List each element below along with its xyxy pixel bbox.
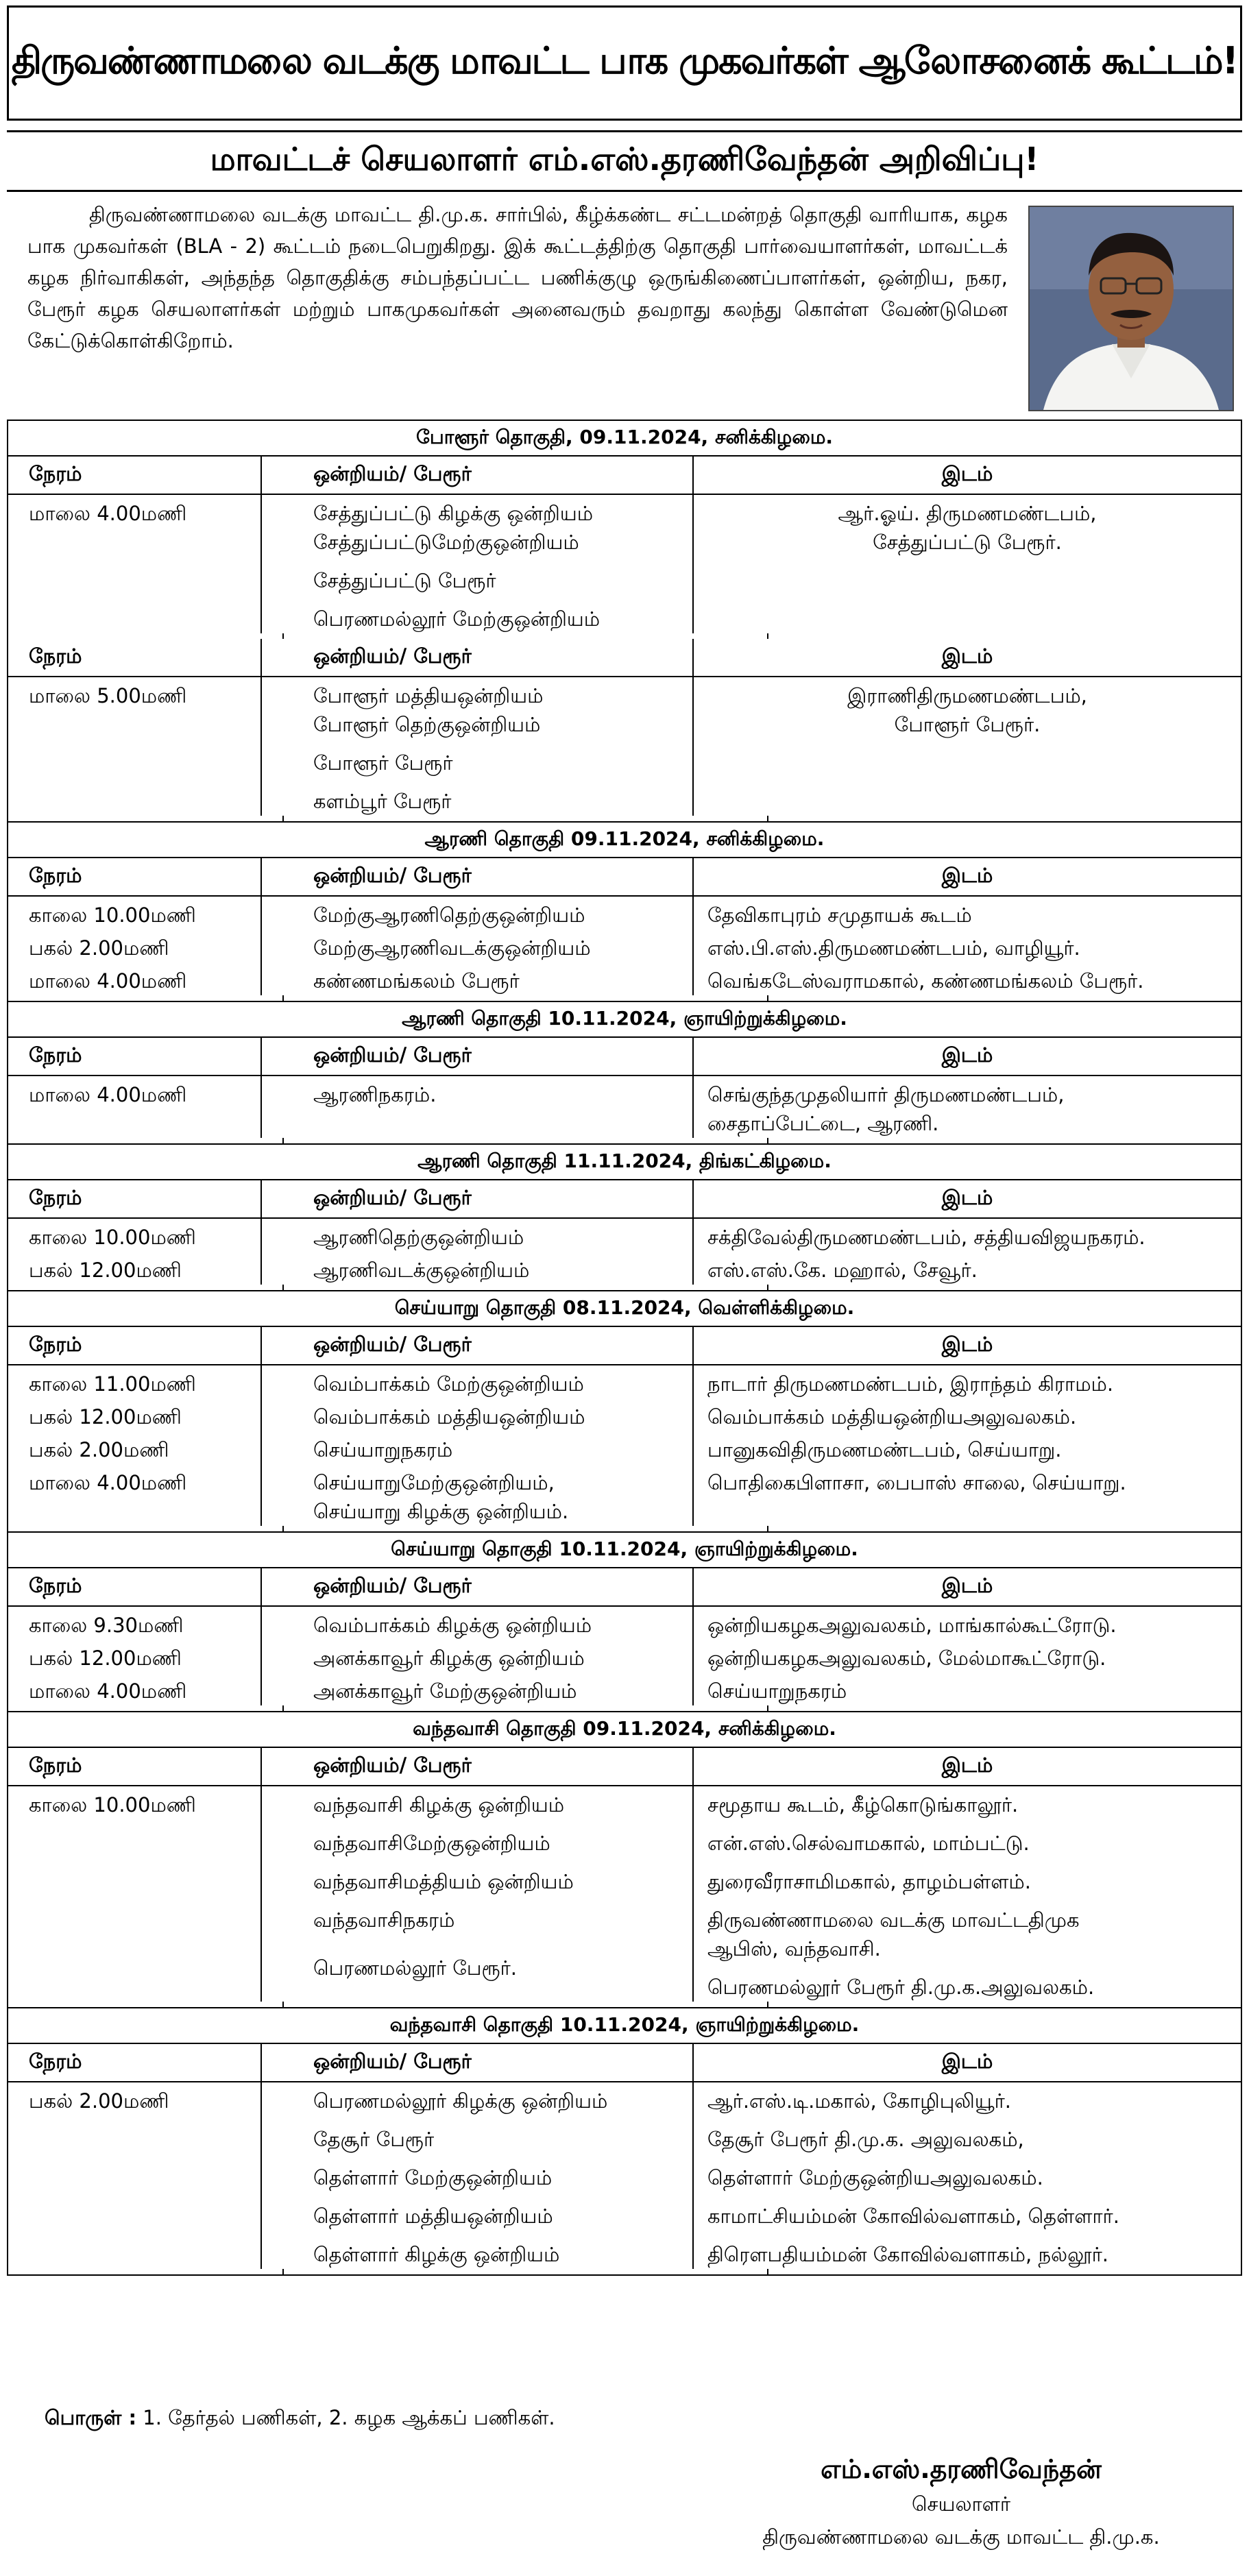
union-text: போளூர் மத்தியஒன்றியம் xyxy=(313,684,544,707)
pad-cell xyxy=(768,816,1241,821)
pad-cell xyxy=(768,633,1241,639)
spacer xyxy=(313,1944,692,1954)
spacer xyxy=(313,2231,692,2240)
section-title: வந்தவாசி தொகுதி 09.11.2024, சனிக்கிழமை. xyxy=(8,1711,1241,1748)
signatory-name: எம்.எஸ்.தரணிவேந்தன் xyxy=(821,2454,1102,2484)
union-cell xyxy=(262,1673,694,1705)
spacer xyxy=(313,1819,692,1829)
union-text: சேத்துப்பட்டு கிழக்கு ஒன்றியம் xyxy=(313,502,594,525)
row-padding xyxy=(8,2002,1241,2007)
time-cell xyxy=(8,1398,262,1431)
place-cell xyxy=(694,1252,1241,1285)
row-padding xyxy=(8,2269,1241,2274)
place-text: என்.எஸ்.செல்வாமகால், மாம்பட்டு. xyxy=(707,1832,1030,1855)
row-padding xyxy=(8,816,1241,821)
place-cell xyxy=(694,897,1241,929)
place-text: ஒன்றியகழகஅலுவலகம், மாங்கால்கூட்ரோடு. xyxy=(707,1614,1117,1637)
row-padding xyxy=(8,1285,1241,1290)
place-text: தேவிகாபுரம் சமுதாயக் கூடம் xyxy=(707,903,972,927)
place-text: துரைவீராசாமிமகால், தாழம்பள்ளம். xyxy=(707,1870,1031,1893)
union-cell xyxy=(262,1398,694,1431)
header-union: ஒன்றியம்/ பேரூர் xyxy=(262,858,694,895)
place-text: போளூர் பேரூர். xyxy=(894,713,1041,736)
pad-cell xyxy=(284,816,768,821)
place-text: ஆர்.எஸ்.டி.மகால், கோழிபுலியூர். xyxy=(707,2089,1011,2113)
time-text: பகல் 2.00மணி xyxy=(29,1438,169,1461)
time-cell xyxy=(8,1607,262,1640)
union-cell xyxy=(262,1219,694,1252)
union-text: ஆரணிநகரம். xyxy=(313,1083,437,1106)
time-cell xyxy=(8,1365,262,1398)
schedule-row xyxy=(8,1607,1241,1640)
time-text: மாலை 4.00மணி xyxy=(29,969,187,993)
header-place: இடம் xyxy=(941,1333,993,1356)
secretary-photo xyxy=(1028,206,1234,411)
union-text: வெம்பாக்கம் கிழக்கு ஒன்றியம் xyxy=(313,1614,592,1637)
schedule-row xyxy=(8,1786,1241,2002)
pad-cell xyxy=(8,1526,284,1531)
place-cell xyxy=(694,1607,1241,1640)
pad-cell xyxy=(284,1138,768,1143)
header-place: இடம் xyxy=(941,1186,993,1209)
time-text: பகல் 12.00மணி xyxy=(29,1405,182,1429)
union-cell xyxy=(262,495,694,633)
place-text: பானுகவிதிருமணமண்டபம், செய்யாறு. xyxy=(707,1438,1062,1461)
place-cell xyxy=(694,962,1241,995)
header-time: நேரம் xyxy=(8,1568,262,1605)
header-time: நேரம் xyxy=(8,858,262,895)
pad-cell xyxy=(284,633,768,639)
header-time: நேரம் xyxy=(8,2044,262,2081)
spacer xyxy=(313,2115,692,2125)
place-text: திருவண்ணாமலை வடக்கு மாவட்டதிமுக xyxy=(707,1908,1080,1932)
place-text: சமூதாய கூடம், கீழ்கொடுங்காலூர். xyxy=(707,1793,1019,1816)
schedule-row xyxy=(8,1398,1241,1431)
header-union: ஒன்றியம்/ பேரூர் xyxy=(262,1568,694,1605)
pad-cell xyxy=(284,2002,768,2007)
place-text: ஒன்றியகழகஅலுவலகம், மேல்மாகூட்ரோடு. xyxy=(707,1647,1106,1670)
place-cell xyxy=(694,1431,1241,1464)
section-title: செய்யாறு தொகுதி 08.11.2024, வெள்ளிக்கிழமை. xyxy=(8,1290,1241,1327)
schedule-row xyxy=(8,1640,1241,1673)
pad-cell xyxy=(768,1705,1241,1711)
header-row xyxy=(8,1568,1241,1607)
schedule-row xyxy=(8,1365,1241,1398)
place-text: தெள்ளார் மேற்குஒன்றியஅலுவலகம். xyxy=(707,2166,1043,2189)
union-text: அனக்காவூர் மேற்குஒன்றியம் xyxy=(313,1679,577,1703)
header-row xyxy=(8,639,1241,677)
header-row xyxy=(8,1748,1241,1786)
union-cell xyxy=(262,897,694,929)
spacer xyxy=(313,777,692,787)
pad-cell xyxy=(284,1285,768,1290)
spacer xyxy=(313,2154,692,2163)
pad-cell xyxy=(768,995,1241,1001)
header-time: நேரம் xyxy=(8,1180,262,1217)
place-cell xyxy=(694,1786,1241,2002)
header-place: இடம் xyxy=(941,462,993,485)
time-text: பகல் 2.00மணி xyxy=(29,936,169,960)
pad-cell xyxy=(284,2269,768,2274)
time-cell xyxy=(8,1640,262,1673)
spacer xyxy=(707,2115,1241,2125)
union-cell xyxy=(262,1640,694,1673)
union-text: போளூர் தெற்குஒன்றியம் xyxy=(313,713,541,736)
subtitle-bar xyxy=(7,130,1242,192)
time-text: மாலை 4.00மணி xyxy=(29,1471,187,1494)
union-cell xyxy=(262,962,694,995)
union-cell xyxy=(262,1252,694,1285)
time-cell xyxy=(8,1252,262,1285)
union-cell xyxy=(262,1076,694,1138)
row-padding xyxy=(8,995,1241,1001)
place-text: காமாட்சியம்மன் கோவில்வளாகம், தெள்ளார். xyxy=(707,2204,1119,2228)
spacer xyxy=(707,1963,1241,1973)
time-cell xyxy=(8,1431,262,1464)
pad-cell xyxy=(768,1138,1241,1143)
place-text: சேத்துப்பட்டு பேரூர். xyxy=(873,531,1062,554)
spacer xyxy=(313,1896,692,1906)
union-text: வெம்பாக்கம் மேற்குஒன்றியம் xyxy=(313,1372,584,1396)
section-title: ஆரணி தொகுதி 10.11.2024, ஞாயிற்றுக்கிழமை. xyxy=(8,1001,1241,1038)
section-title: வந்தவாசி தொகுதி 10.11.2024, ஞாயிற்றுக்கிழமை. xyxy=(8,2007,1241,2044)
schedule-row xyxy=(8,1076,1241,1138)
time-text: காலை 11.00மணி xyxy=(29,1372,196,1396)
place-cell xyxy=(694,1640,1241,1673)
header-row xyxy=(8,1038,1241,1076)
union-text: தேசூர் பேரூர் xyxy=(313,2128,435,2151)
purpose-label: பொருள் : xyxy=(45,2406,137,2429)
schedule-row xyxy=(8,1252,1241,1285)
banner-title: திருவண்ணாமலை வடக்கு மாவட்ட பாக முகவர்கள் ஆலோசனைக் கூட்டம்! xyxy=(11,38,1238,82)
row-padding xyxy=(8,633,1241,639)
header-time: நேரம் xyxy=(8,1327,262,1364)
place-text: வெங்கடேஸ்வராமகால், கண்ணமங்கலம் பேரூர். xyxy=(707,969,1144,993)
pad-cell xyxy=(8,633,284,639)
pad-cell xyxy=(768,1526,1241,1531)
row-padding xyxy=(8,1705,1241,1711)
spacer xyxy=(707,1896,1241,1906)
union-text: போளூர் பேரூர் xyxy=(313,751,453,775)
spacer xyxy=(707,2231,1241,2240)
union-text: செய்யாறுமேற்குஒன்றியம், xyxy=(313,1471,555,1494)
time-text: மாலை 4.00மணி xyxy=(29,1679,187,1703)
spacer xyxy=(313,739,692,749)
header-place: இடம் xyxy=(941,1043,993,1067)
signatory-role: செயலாளர் xyxy=(911,2492,1011,2516)
schedule-row xyxy=(8,1219,1241,1252)
union-text: தெள்ளார் கிழக்கு ஒன்றியம் xyxy=(313,2243,560,2266)
header-row xyxy=(8,1327,1241,1365)
union-text: மேற்குஆரணிவடக்குஒன்றியம் xyxy=(313,936,591,960)
pad-cell xyxy=(8,816,284,821)
place-text: வெம்பாக்கம் மத்தியஒன்றியஅலுவலகம். xyxy=(707,1405,1077,1429)
place-cell xyxy=(694,2082,1241,2269)
pad-cell xyxy=(284,1705,768,1711)
header-row xyxy=(8,2044,1241,2082)
union-cell xyxy=(262,1365,694,1398)
union-text: அனக்காவூர் கிழக்கு ஒன்றியம் xyxy=(313,1647,585,1670)
union-cell xyxy=(262,1464,694,1526)
union-text: களம்பூர் பேரூர் xyxy=(313,790,452,813)
spacer xyxy=(313,557,692,566)
header-union: ஒன்றியம்/ பேரூர் xyxy=(262,1038,694,1075)
header-place: இடம் xyxy=(941,1574,993,1597)
schedule-row xyxy=(8,962,1241,995)
header-union: ஒன்றியம்/ பேரூர் xyxy=(262,2044,694,2081)
spacer xyxy=(313,2192,692,2202)
time-cell xyxy=(8,1219,262,1252)
place-text: தேசூர் பேரூர் தி.மு.க. அலுவலகம், xyxy=(707,2128,1024,2151)
place-cell xyxy=(694,1673,1241,1705)
union-cell xyxy=(262,677,694,816)
time-cell xyxy=(8,1673,262,1705)
time-cell xyxy=(8,1464,262,1526)
header-place: இடம் xyxy=(941,864,993,887)
pad-cell xyxy=(284,1526,768,1531)
place-text: திரௌபதியம்மன் கோவில்வளாகம், நல்லூர். xyxy=(707,2243,1108,2266)
pad-cell xyxy=(8,2002,284,2007)
union-text: மேற்குஆரணிதெற்குஒன்றியம் xyxy=(313,903,585,927)
time-text: காலை 10.00மணி xyxy=(29,903,196,927)
union-text: பெரணமல்லூர் கிழக்கு ஒன்றியம் xyxy=(313,2089,608,2113)
place-cell xyxy=(694,929,1241,962)
place-text: நாடார் திருமணமண்டபம், இராந்தம் கிராமம். xyxy=(707,1372,1114,1396)
header-time: நேரம் xyxy=(8,639,262,676)
time-cell xyxy=(8,1786,262,2002)
union-cell xyxy=(262,1431,694,1464)
union-text: ஆரணிவடக்குஒன்றியம் xyxy=(313,1259,530,1282)
spacer xyxy=(707,2192,1241,2202)
union-text: பெரணமல்லூர் மேற்குஒன்றியம் xyxy=(313,607,601,631)
time-text: காலை 10.00மணி xyxy=(29,1793,196,1816)
time-text: மாலை 5.00மணி xyxy=(29,684,187,707)
time-cell xyxy=(8,1076,262,1138)
pad-cell xyxy=(768,2269,1241,2274)
spacer xyxy=(707,2154,1241,2163)
union-text: பெரணமல்லூர் பேரூர். xyxy=(313,1956,518,1980)
schedule-row xyxy=(8,1431,1241,1464)
time-text: பகல் 12.00மணி xyxy=(29,1647,182,1670)
union-cell xyxy=(262,1607,694,1640)
place-text: எஸ்.எஸ்.கே. மஹால், சேவூர். xyxy=(707,1259,978,1282)
time-cell xyxy=(8,2082,262,2269)
schedule-row xyxy=(8,897,1241,929)
header-union: ஒன்றியம்/ பேரூர் xyxy=(262,457,694,494)
pad-cell xyxy=(8,1138,284,1143)
schedule-row xyxy=(8,1464,1241,1526)
union-text: வந்தவாசிமத்தியம் ஒன்றியம் xyxy=(313,1870,574,1893)
time-text: மாலை 4.00மணி xyxy=(29,502,187,525)
signatory-org: திருவண்ணாமலை வடக்கு மாவட்ட தி.மு.க. xyxy=(762,2525,1160,2549)
table-bottom-border xyxy=(8,2274,1241,2276)
time-cell xyxy=(8,929,262,962)
place-text: பெரணமல்லூர் பேரூர் தி.மு.க.அலுவலகம். xyxy=(707,1976,1095,1999)
spacer xyxy=(313,1858,692,1867)
place-text: சக்திவேல்திருமணமண்டபம், சத்தியவிஜயநகரம். xyxy=(707,1226,1145,1249)
schedule-row xyxy=(8,677,1241,816)
time-cell xyxy=(8,677,262,816)
header-time: நேரம் xyxy=(8,1038,262,1075)
header-place: இடம் xyxy=(941,2050,993,2073)
header-union: ஒன்றியம்/ பேரூர் xyxy=(262,639,694,676)
header-time: நேரம் xyxy=(8,457,262,494)
header-union: ஒன்றியம்/ பேரூர் xyxy=(262,1748,694,1785)
place-text: செய்யாறுநகரம் xyxy=(707,1679,847,1703)
schedule-table xyxy=(7,420,1242,2276)
place-cell xyxy=(694,1219,1241,1252)
section-title: ஆரணி தொகுதி 09.11.2024, சனிக்கிழமை. xyxy=(8,821,1241,858)
place-cell xyxy=(694,677,1241,816)
union-text: செய்யாறு கிழக்கு ஒன்றியம். xyxy=(313,1500,569,1523)
place-text: ஆபிஸ், வந்தவாசி. xyxy=(707,1937,881,1960)
schedule-row xyxy=(8,495,1241,633)
header-place: இடம் xyxy=(941,644,993,668)
pad-cell xyxy=(8,1705,284,1711)
purpose-text: 1. தேர்தல் பணிகள், 2. கழக ஆக்கப் பணிகள். xyxy=(136,2406,555,2429)
time-text: மாலை 4.00மணி xyxy=(29,1083,187,1106)
place-text: ஆர்.ஓய். திருமணமண்டபம், xyxy=(838,502,1097,525)
pad-cell xyxy=(768,2002,1241,2007)
header-time: நேரம் xyxy=(8,1748,262,1785)
union-text: தெள்ளார் மேற்குஒன்றியம் xyxy=(313,2166,553,2189)
spacer xyxy=(313,1934,692,1944)
schedule-row xyxy=(8,929,1241,962)
place-text: செங்குந்தமுதலியார் திருமணமண்டபம், xyxy=(707,1083,1065,1106)
pad-cell xyxy=(8,2269,284,2274)
time-cell xyxy=(8,897,262,929)
pad-cell xyxy=(284,995,768,1001)
union-text: கண்ணமங்கலம் பேரூர் xyxy=(313,969,520,993)
pad-cell xyxy=(8,1285,284,1290)
section-title: போளூர் தொகுதி, 09.11.2024, சனிக்கிழமை. xyxy=(8,420,1241,457)
union-cell xyxy=(262,1786,694,2002)
union-text: செய்யாறுநகரம் xyxy=(313,1438,453,1461)
schedule-row xyxy=(8,2082,1241,2269)
subtitle: மாவட்டச் செயலாளர் எம்.எஸ்.தரணிவேந்தன் அறிவிப்பு! xyxy=(210,140,1039,178)
union-text: வந்தவாசிநகரம் xyxy=(313,1908,455,1932)
time-text: காலை 9.30மணி xyxy=(29,1614,184,1637)
row-padding xyxy=(8,1526,1241,1531)
union-text: சேத்துப்பட்டுமேற்குஒன்றியம் xyxy=(313,531,579,554)
place-text: எஸ்.பி.எஸ்.திருமணமண்டபம், வாழியூர். xyxy=(707,936,1080,960)
purpose-note xyxy=(45,2406,555,2432)
time-text: பகல் 2.00மணி xyxy=(29,2089,169,2113)
place-text: பொதிகைபிளாசா, பைபாஸ் சாலை, செய்யாறு. xyxy=(707,1471,1126,1494)
section-title: செய்யாறு தொகுதி 10.11.2024, ஞாயிற்றுக்கிழமை. xyxy=(8,1531,1241,1568)
union-cell xyxy=(262,929,694,962)
section-title: ஆரணி தொகுதி 11.11.2024, திங்கட்கிழமை. xyxy=(8,1143,1241,1180)
intro-paragraph: திருவண்ணாமலை வடக்கு மாவட்ட தி.மு.க. சார்பில், கீழ்க்கண்ட சட்டமன்றத் தொகுதி வாரியாக, கழக பாக முகவர்கள் (BLA - 2) கூட்டம் நடைபெறுகிறது. இக் கூட்டத்திற்கு தொகுதி பார்வையாளர்கள், மாவட்டக் கழக நிர்வாகிகள், அந்தந்த தொகுதிக்கு சம்பந்தப்பட்ட பணிக்குழு ஒருங்கிணைப்பாளர்கள், ஒன்றிய, நகர, பேரூர் கழக செயலாளர்கள் மற்றும் பாகமுகவர்கள் அனைவரும் தவறாது கலந்து கொள்ள வேண்டுமென கேட்டுக்கொள்கிறோம். xyxy=(27,203,1008,352)
place-cell xyxy=(694,1076,1241,1138)
spacer xyxy=(707,1819,1241,1829)
union-text: சேத்துப்பட்டு பேரூர் xyxy=(313,569,496,592)
spacer xyxy=(313,595,692,605)
portrait-image xyxy=(1030,207,1233,410)
union-cell xyxy=(262,2082,694,2269)
time-text: காலை 10.00மணி xyxy=(29,1226,196,1249)
header-union: ஒன்றியம்/ பேரூர் xyxy=(262,1327,694,1364)
banner xyxy=(7,5,1242,121)
header-row xyxy=(8,858,1241,897)
place-text: சைதாப்பேட்டை, ஆரணி. xyxy=(707,1112,939,1135)
union-text: வெம்பாக்கம் மத்தியஒன்றியம் xyxy=(313,1405,585,1429)
header-row xyxy=(8,1180,1241,1219)
pad-cell xyxy=(768,1285,1241,1290)
spacer xyxy=(707,1858,1241,1867)
time-cell xyxy=(8,495,262,633)
place-cell xyxy=(694,1464,1241,1526)
union-text: ஆரணிதெற்குஒன்றியம் xyxy=(313,1226,524,1249)
header-union: ஒன்றியம்/ பேரூர் xyxy=(262,1180,694,1217)
pad-cell xyxy=(8,995,284,1001)
place-cell xyxy=(694,1398,1241,1431)
row-padding xyxy=(8,1138,1241,1143)
schedule-row xyxy=(8,1673,1241,1705)
signature-block xyxy=(755,2451,1167,2553)
place-cell xyxy=(694,1365,1241,1398)
place-text: இராணிதிருமணமண்டபம், xyxy=(847,684,1087,707)
union-text: தெள்ளார் மத்தியஒன்றியம் xyxy=(313,2204,553,2228)
union-text: வந்தவாசிமேற்குஒன்றியம் xyxy=(313,1832,550,1855)
header-place: இடம் xyxy=(941,1753,993,1777)
time-cell xyxy=(8,962,262,995)
header-row xyxy=(8,457,1241,495)
time-text: பகல் 12.00மணி xyxy=(29,1259,182,1282)
place-cell xyxy=(694,495,1241,633)
union-text: வந்தவாசி கிழக்கு ஒன்றியம் xyxy=(313,1793,565,1816)
